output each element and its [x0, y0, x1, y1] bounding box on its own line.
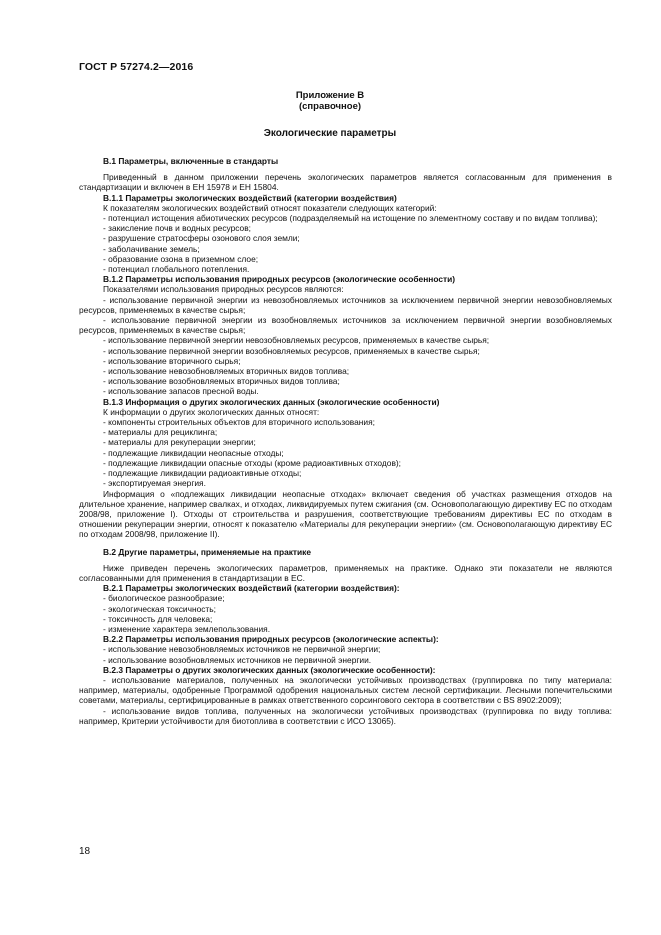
list-item: - токсичность для человека; [103, 613, 213, 624]
appendix-title: Приложение В [295, 90, 365, 101]
list-item: - использование видов топлива, полученных на экологически устойчивых производствах (группировка по виду топлива: например, Критерии устойчивости для биотоплива в соответствии с ИСО 13065). [79, 705, 612, 726]
list-item: - экспортируемая энергия. [103, 478, 206, 489]
list-item: - использование материалов, полученных на экологически устойчивых производствах (группировка по типу материала: например, материалы, одобренные Программой одобрения национальных систем лесной сертификации. Лесными попечительскими советами, материалы, сертифицированные в рамках ответственного сорсингового сектора в соответствии с BS 8902:2009); [79, 674, 612, 706]
list-item: - потенциал глобального потепления. [103, 264, 250, 275]
list-item: - использование вторичного сырья; [103, 355, 241, 366]
list-item: - использование возобновляемых вторичных видов топлива; [103, 376, 340, 387]
paragraph: Ниже приведен перечень экологических параметров, применяемых на практике. Однако эти показатели не являются согласованными для применения в стандартизации в ЕС. [79, 562, 612, 583]
list-item: - заболачивание земель; [103, 243, 200, 254]
list-item: - материалы для рекуперации энергии; [103, 437, 256, 448]
list-item: - использование невозобновляемых вторичных видов топлива; [103, 366, 350, 377]
paragraph: Приведенный в данном приложении перечень экологических параметров является согласованным для применения в стандартизации и включен в ЕН 15978 и ЕН 15804. [79, 172, 612, 193]
standard-header: ГОСТ Р 57274.2—2016 [79, 61, 194, 73]
list-item: - закисление почв и водных ресурсов; [103, 223, 251, 234]
subsection-heading: В.2.3 Параметры о других экологических данных (экологические особенности): [103, 664, 436, 675]
list-item: - использование первичной энергии из возобновляемых источников за исключением первичной энергии возобновляемых ресурсов, применяемых в качестве сырья; [79, 315, 612, 336]
subsection-heading: В.2.1 Параметры экологических воздействий (категории воздействия): [103, 583, 400, 594]
subsection-heading: В.1.3 Информация о других экологических данных (экологические особенности) [103, 396, 440, 407]
list-item: - потенциал истощения абиотических ресурсов (подразделяемый на истощение по элементному составу и по видам топлива); [103, 213, 598, 224]
list-item: - экологическая токсичность; [103, 603, 216, 614]
list-item: - материалы для рециклинга; [103, 427, 218, 438]
appendix-subtitle: (справочное) [298, 101, 362, 112]
document-body [79, 156, 612, 726]
list-item: - биологическое разнообразие; [103, 593, 225, 604]
list-item: - использование первичной энергии из невозобновляемых источников за исключением первичной энергии невозобновляемых ресурсов, применяемых в качестве сырья; [79, 294, 612, 315]
paragraph: Информация о «подлежащих ликвидации неопасные отходах» включает сведения об участках размещения отходов на длительное хранение, например свалках, и отходах, ликвидируемых путем сжигания (см. Основополагающую директиву ЕС по отходам 2008/98, приложение I). Отходы от строительства и разрушения, соответствующие требованиям директивы ЕС по отходам в отношении рекуперации энергии, относят к показателю «Материалы для рекуперации энергии» (см. Основополагающую директиву ЕС по отходам 2008/98, приложение II). [79, 488, 612, 540]
list-item: - использование первичной энергии возобновляемых ресурсов, применяемых в качестве сырья; [103, 345, 480, 356]
list-item: - разрушение стратосферы озонового слоя земли; [103, 233, 300, 244]
list-item: - подлежащие ликвидации опасные отходы (кроме радиоактивных отходов); [103, 457, 402, 468]
paragraph: К показателям экологических воздействий относят показатели следующих категорий: [103, 202, 437, 213]
section-heading: В.2 Другие параметры, применяемые на практике [103, 546, 312, 557]
list-item: - компоненты строительных объектов для вторичного использования; [103, 417, 375, 428]
list-item: - использование невозобновляемых источников не первичной энергии; [103, 644, 381, 655]
list-item: - подлежащие ликвидации радиоактивные отходы; [103, 468, 302, 479]
list-item: - подлежащие ликвидации неопасные отходы; [103, 447, 284, 458]
list-item: - использование запасов пресной воды. [103, 386, 259, 397]
paragraph: К информации о других экологических данных относят: [103, 406, 320, 417]
paragraph: Показателями использования природных ресурсов являются: [103, 284, 344, 295]
document-title: Экологические параметры [263, 128, 397, 139]
subsection-heading: В.2.2 Параметры использования природных ресурсов (экологические аспекты): [103, 634, 439, 645]
page-number: 18 [79, 846, 91, 857]
list-item: - изменение характера землепользования. [103, 623, 271, 634]
subsection-heading: В.1.1 Параметры экологических воздействий (категории воздействия) [103, 192, 397, 203]
subsection-heading: В.1.2 Параметры использования природных ресурсов (экологические особенности) [103, 274, 456, 285]
appendix-heading [79, 90, 581, 112]
list-item: - использование первичной энергии невозобновляемых ресурсов, применяемых в качестве сырья; [103, 335, 490, 346]
list-item: - использование возобновляемых источников не первичной энергии. [103, 654, 372, 665]
list-item: - образование озона в приземном слое; [103, 253, 259, 264]
section-heading: В.1 Параметры, включенные в стандарты [103, 156, 279, 166]
